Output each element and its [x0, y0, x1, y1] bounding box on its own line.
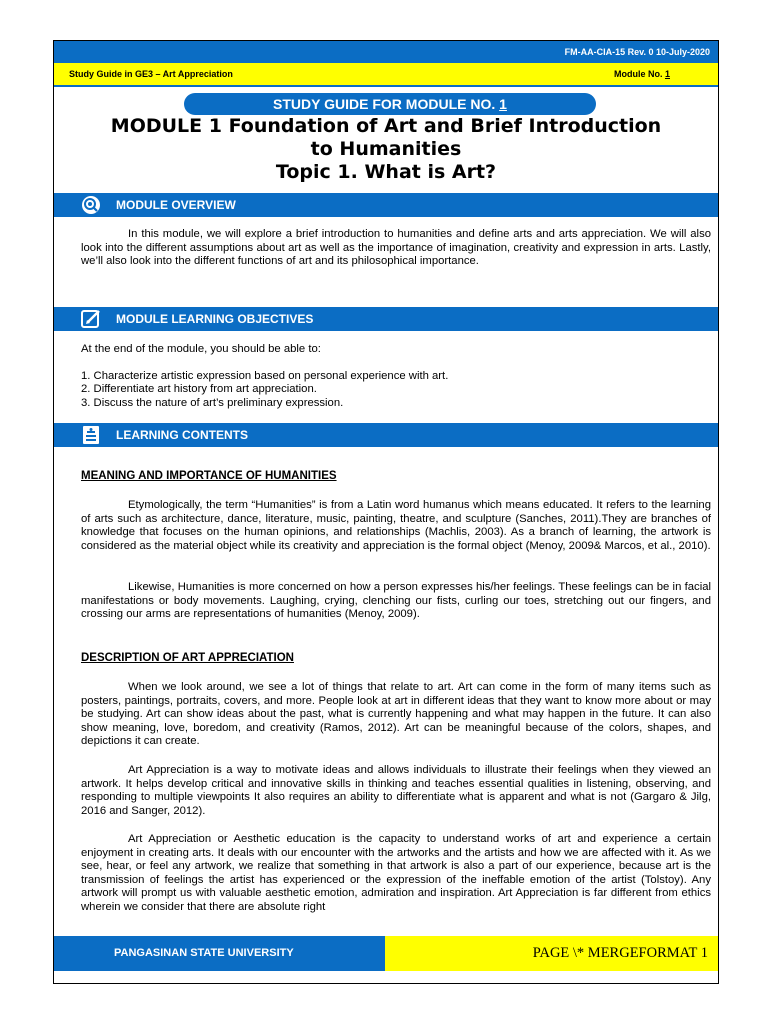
section-learning-objectives: MODULE LEARNING OBJECTIVES [54, 307, 718, 331]
divider [54, 85, 718, 87]
paragraph-art-appreciation-2: Art Appreciation is a way to motivate ideas and allows individuals to illustrate their feelings when they viewed an artwork. It helps develop critical and innovative skills in thinking and teaches essential qualities in listening, observing, and responding to multiple viewpoints It also requires an ability to differentiate what is apparent and what is not (Gargaro & Jilg, 2016 and Sanger, 2012). [81, 764, 711, 817]
paragraph-humanities-1: Etymologically, the term “Humanities” is from a Latin word humanus which means educated. It refers to the learning of arts such as architecture, dance, literature, music, painting, theatre, and sculpture (Sanches, 2011).They are branches of knowledge that focuses on the human opinions, and relationships (Machlis, 2003). As a branch of learning, the artwork is considered as the material object while its creativity and appreciation is the formal object (Menoy, 2009& Marcos, et al., 2010). [81, 499, 711, 552]
list-item: 3. Discuss the nature of art’s preliminary expression. [81, 396, 344, 409]
module-number: Module No. 1 [613, 69, 670, 79]
study-guide-banner: STUDY GUIDE FOR MODULE NO. 1 [184, 93, 596, 115]
document-page [53, 40, 719, 984]
paragraph-art-appreciation-3: Art Appreciation or Aesthetic education is the capacity to understand works of art and experience a certain enjoyment in creating arts. It deals with our encounter with the artworks and the artists and how we are affected with it. As we see, hear, or feel any artwork, we realize that something in that artwork is also a part of our experience, because art is the transmission of feelings the artist has experienced or the expression of the ineffable emotion of the artist (Tolstoy). Any artwork will prompt us with valuable aesthetic emotion, admiration and inspiration. Art Appreciation is far different from ethics wherein we consider that there are absolute right [81, 833, 711, 913]
list-item: 1. Characterize artistic expression based on personal experience with art. [81, 369, 449, 382]
paragraph-art-appreciation-1: When we look around, we see a lot of things that relate to art. Art can come in the form of many items such as posters, paintings, portraits, covers, and more. People look at art in different ideas that they want to know more about or may be studying. Art can show ideas about the past, what is currently happening and what may happen in the future. It can also show meaning, love, boredom, and creativity (Ramos, 2012). Art can be meaningful because of the colors, shapes, and depictions it can create. [81, 681, 711, 747]
heading-humanities: MEANING AND IMPORTANCE OF HUMANITIES [81, 470, 337, 482]
guide-label: Study Guide in GE3 – Art Appreciation [69, 69, 233, 79]
study-guide-number: 1 [499, 96, 507, 112]
section-module-overview: MODULE OVERVIEW [54, 193, 718, 217]
edit-icon [80, 309, 102, 329]
footer-page-number: PAGE \* MERGEFORMAT 1 [385, 936, 718, 971]
document-icon [80, 425, 102, 445]
heading-art-appreciation: DESCRIPTION OF ART APPRECIATION [81, 652, 294, 664]
form-code-bar [54, 41, 718, 63]
footer-university: PANGASINAN STATE UNIVERSITY [54, 936, 385, 971]
overview-text: In this module, we will explore a brief introduction to humanities and define arts and arts appreciation. We will also look into the different assumptions about art as well as the importance of imagination, creativity and expression in arts. Lastly, we’ll also look into the different functions of art and its philosophical importance. [81, 228, 711, 267]
guide-bar [54, 63, 718, 85]
module-number-value: 1 [664, 69, 670, 79]
paragraph-humanities-2: Likewise, Humanities is more concerned on how a person expresses his/her feelings. These feelings can be in facial manifestations or body movements. Laughing, crying, clenching our fists, curling our toes, stretching out our fingers, and crossing our arms are representations of humanities (Menoy, 2009). [81, 581, 711, 620]
objectives-text: At the end of the module, you should be able to: 1. Characterize artistic expression based on personal experience with art. 2. Differentiate art history from art appreciation. 3. Discuss the nature of art’s preliminary expression. [81, 343, 711, 410]
form-code: FM-AA-CIA-15 Rev. 0 10-July-2020 [564, 47, 710, 57]
list-item: 2. Differentiate art history from art appreciation. [81, 383, 317, 395]
page-title: MODULE 1 Foundation of Art and Brief Introduction to Humanities Topic 1. What is Art? [110, 115, 662, 183]
magnifier-icon [80, 195, 102, 215]
section-learning-contents: LEARNING CONTENTS [54, 423, 718, 447]
